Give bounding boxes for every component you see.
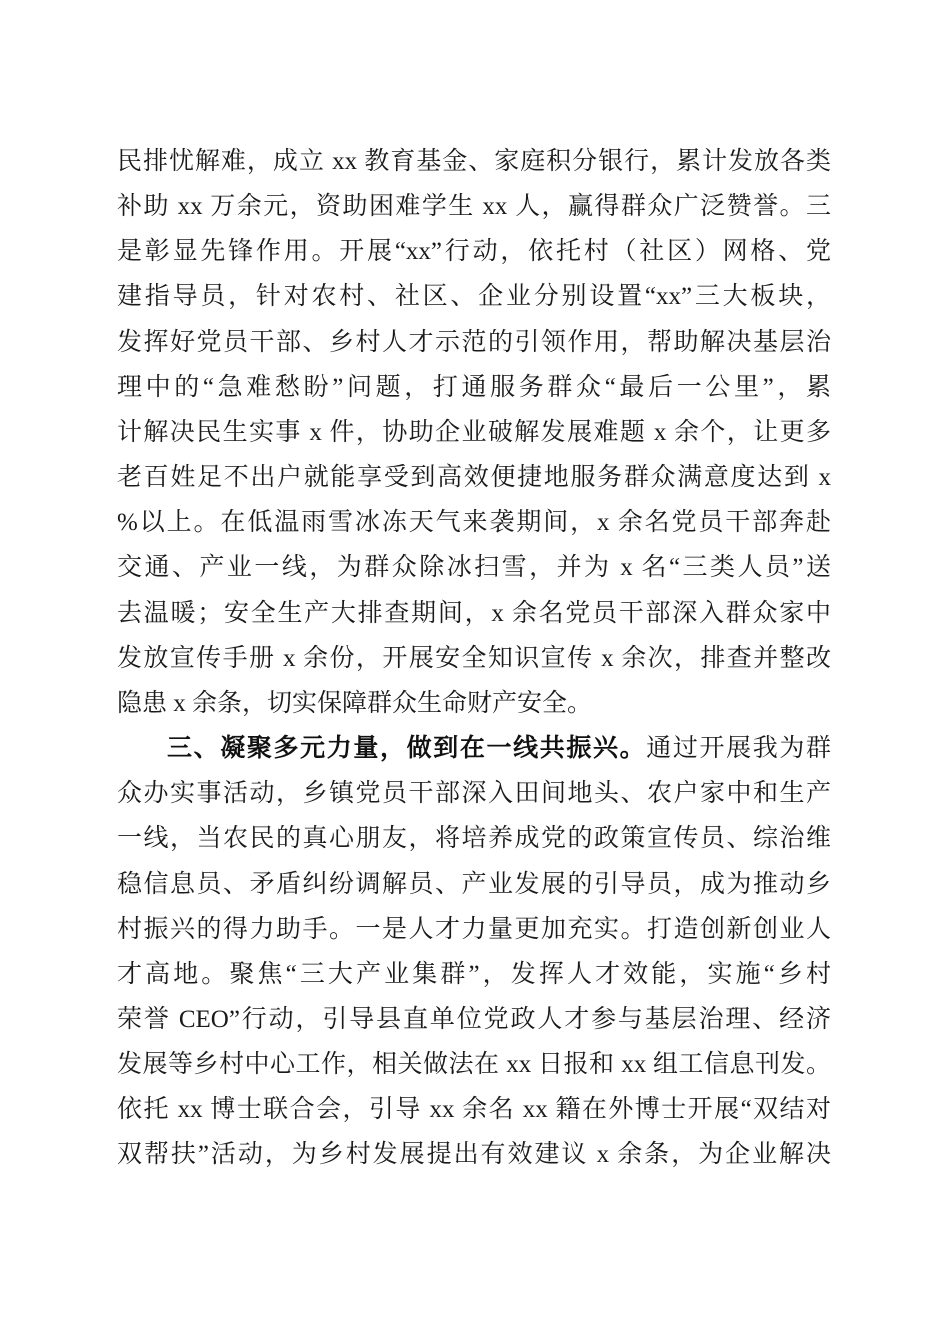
body-text: 荣誉 CEO”行动，引导县直单位党政人才参与基层治理、经济 bbox=[117, 1005, 831, 1033]
text-line bbox=[117, 1132, 831, 1177]
text-line bbox=[117, 816, 831, 861]
text-line bbox=[117, 545, 831, 590]
body-text: 是彰显先锋作用。开展“xx”行动，依托村（社区）网格、党 bbox=[117, 238, 831, 266]
text-line bbox=[117, 771, 831, 816]
body-text: %以上。在低温雨雪冰冻天气来袭期间，x 余名党员干部奔赴 bbox=[117, 509, 831, 537]
body-text: 建指导员，针对农村、社区、企业分别设置“xx”三大板块， bbox=[117, 283, 831, 311]
text-line bbox=[117, 229, 831, 274]
text-line bbox=[117, 184, 831, 229]
body-text: 才高地。聚焦“三大产业集群”，发挥人才效能，实施“乡村 bbox=[117, 960, 831, 988]
body-text: 众办实事活动，乡镇党员干部深入田间地头、农户家中和生产 bbox=[117, 780, 831, 808]
text-line bbox=[117, 907, 831, 952]
text-line bbox=[117, 320, 831, 365]
text-line bbox=[117, 455, 831, 500]
body-text: 老百姓足不出户就能享受到高效便捷地服务群众满意度达到 x bbox=[117, 464, 831, 492]
text-line bbox=[117, 726, 831, 771]
body-text: 一线，当农民的真心朋友，将培养成党的政策宣传员、综治维 bbox=[117, 825, 831, 853]
body-text: 补助 xx 万余元，资助困难学生 xx 人，赢得群众广泛赞誉。三 bbox=[117, 193, 831, 221]
body-text: 依托 xx 博士联合会，引导 xx 余名 xx 籍在外博士开展“双结对 bbox=[117, 1096, 831, 1124]
body-text: 理中的“急难愁盼”问题，打通服务群众“最后一公里”，累 bbox=[117, 373, 831, 401]
text-line bbox=[117, 1042, 831, 1087]
text-line bbox=[117, 274, 831, 319]
text-line bbox=[117, 1087, 831, 1132]
body-text: 发挥好党员干部、乡村人才示范的引领作用，帮助解决基层治 bbox=[117, 328, 831, 356]
body-text: 交通、产业一线，为群众除冰扫雪，并为 x 名“三类人员”送 bbox=[117, 554, 831, 582]
text-line bbox=[117, 997, 831, 1042]
text-line bbox=[117, 636, 831, 681]
body-text: 隐患 x 余条，切实保障群众生命财产安全。 bbox=[117, 689, 593, 717]
text-line bbox=[117, 862, 831, 907]
text-line bbox=[117, 139, 831, 184]
body-text: 发放宣传手册 x 余份，开展安全知识宣传 x 余次，排查并整改 bbox=[117, 644, 831, 672]
body-text: 通过开展我为群 bbox=[646, 735, 831, 763]
document-text-block bbox=[117, 139, 831, 1178]
body-text: 民排忧解难，成立 xx 教育基金、家庭积分银行，累计发放各类 bbox=[117, 148, 831, 175]
body-text: 计解决民生实事 x 件，协助企业破解发展难题 x 余个，让更多 bbox=[117, 418, 831, 446]
text-line bbox=[117, 410, 831, 455]
section-heading: 三、凝聚多元力量，做到在一线共振兴。 bbox=[167, 735, 647, 763]
body-text: 村振兴的得力助手。一是人才力量更加充实。打造创新创业人 bbox=[117, 915, 831, 943]
text-line bbox=[117, 952, 831, 997]
body-text: 稳信息员、矛盾纠纷调解员、产业发展的引导员，成为推动乡 bbox=[117, 870, 831, 898]
text-line bbox=[117, 500, 831, 545]
text-line bbox=[117, 591, 831, 636]
body-text: 双帮扶”活动，为乡村发展提出有效建议 x 余条，为企业解决 bbox=[117, 1141, 831, 1169]
body-text: 发展等乡村中心工作，相关做法在 xx 日报和 xx 组工信息刊发。 bbox=[117, 1051, 831, 1079]
text-line bbox=[117, 365, 831, 410]
text-line bbox=[117, 681, 831, 726]
body-text: 去温暖；安全生产大排查期间，x 余名党员干部深入群众家中 bbox=[117, 599, 831, 627]
